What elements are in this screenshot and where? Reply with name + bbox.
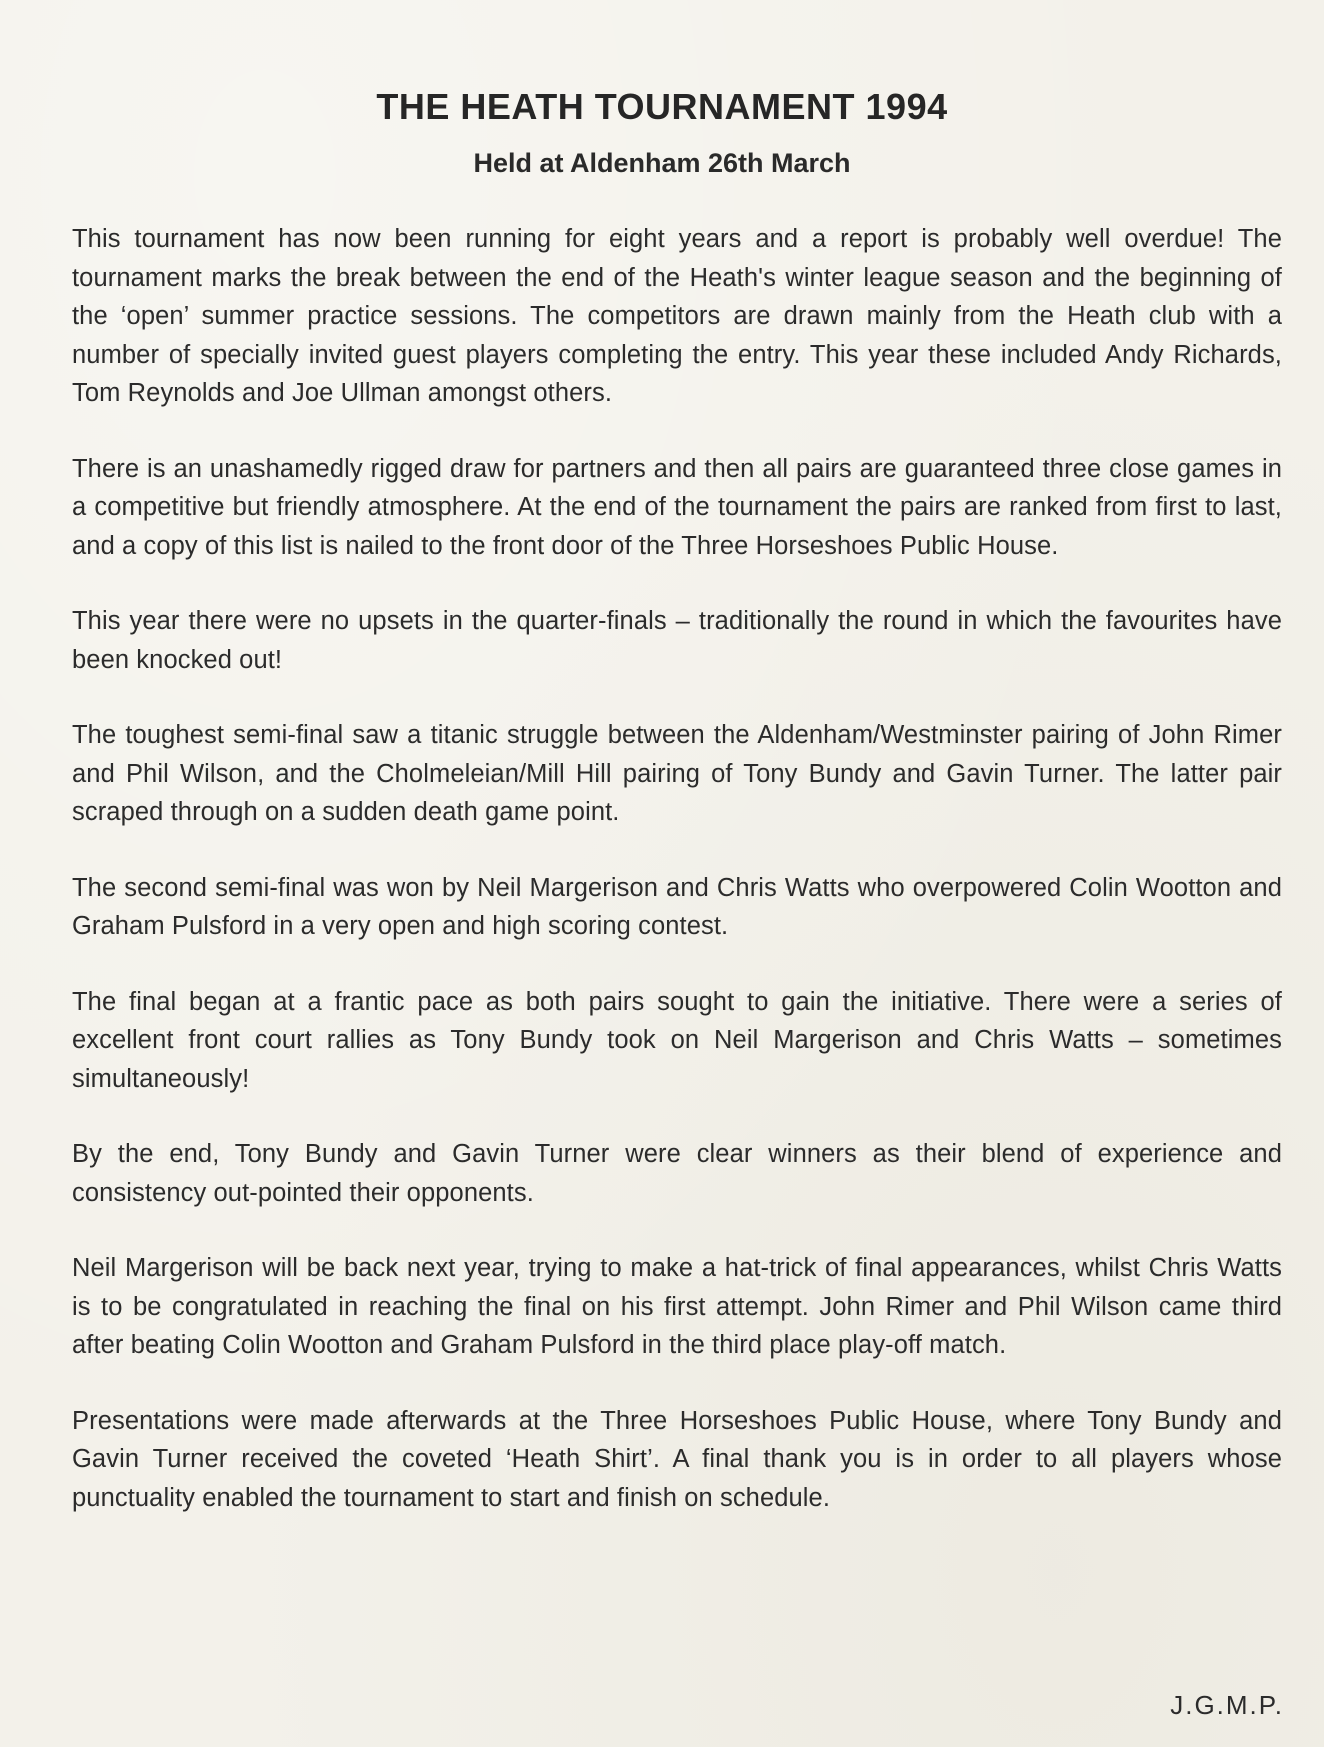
- paragraph-intro: This tournament has now been running for eight years and a report is probably well overdue! The tournament marks the break between the end of the Heath's winter league season and the beginning of the ‘open’ summer practice sessions. The competitors are drawn mainly from the Heath club with a number of specially invited guest players completing the entry. This year these included Andy Richards, Tom Reynolds and Joe Ullman amongst others.: [72, 225, 1282, 407]
- paragraph-presentations: Presentations were made afterwards at the Three Horseshoes Public House, where Tony Bundy and Gavin Turner received the coveted ‘Heath Shirt’. A final thank you is in order to all players whose punctuality enabled the tournament to start and finish on schedule.: [72, 1406, 1282, 1512]
- document-title: THE HEATH TOURNAMENT 1994: [376, 86, 948, 127]
- paragraph-final: The final began at a frantic pace as both pairs sought to gain the initiative. There were a series of excellent front court rallies as Tony Bundy took on Neil Margerison and Chris Watts – sometimes simultaneously!: [72, 987, 1282, 1093]
- paragraph-runners-up: Neil Margerison will be back next year, trying to make a hat-trick of final appearances, whilst Chris Watts is to be congratulated in reaching the final on his first attempt. John Rimer and Phil Wilson came third after beating Colin Wootton and Graham Pulsford in the third place play-off match.: [72, 1254, 1282, 1359]
- paragraph-second-semi-final: The second semi-final was won by Neil Margerison and Chris Watts who overpowered Colin Wootton and Graham Pulsford in a very open and high scoring contest.: [72, 873, 1282, 940]
- paragraph-draw: There is an unashamedly rigged draw for partners and then all pairs are guaranteed three close games in a competitive but friendly atmosphere. At the end of the tournament the pairs are ranked from first to last, and a copy of this list is nailed to the front door of the Three Horseshoes Public House.: [72, 454, 1282, 560]
- paragraph-first-semi-final: The toughest semi-final saw a titanic struggle between the Aldenham/Westminster pairing of John Rimer and Phil Wilson, and the Cholmeleian/Mill Hill pairing of Tony Bundy and Gavin Turner. The latter pair scraped through on a sudden death game point.: [72, 721, 1282, 826]
- document-subtitle: Held at Aldenham 26th March: [473, 148, 851, 178]
- paragraph-winners: By the end, Tony Bundy and Gavin Turner were clear winners as their blend of experience and consistency out-pointed their opponents.: [72, 1140, 1282, 1207]
- author-signature: J.G.M.P.: [1170, 1690, 1284, 1720]
- paragraph-quarter-finals: This year there were no upsets in the quarter-finals – traditionally the round in which the favourites have been knocked out!: [72, 607, 1282, 674]
- article-body: [72, 220, 1282, 1554]
